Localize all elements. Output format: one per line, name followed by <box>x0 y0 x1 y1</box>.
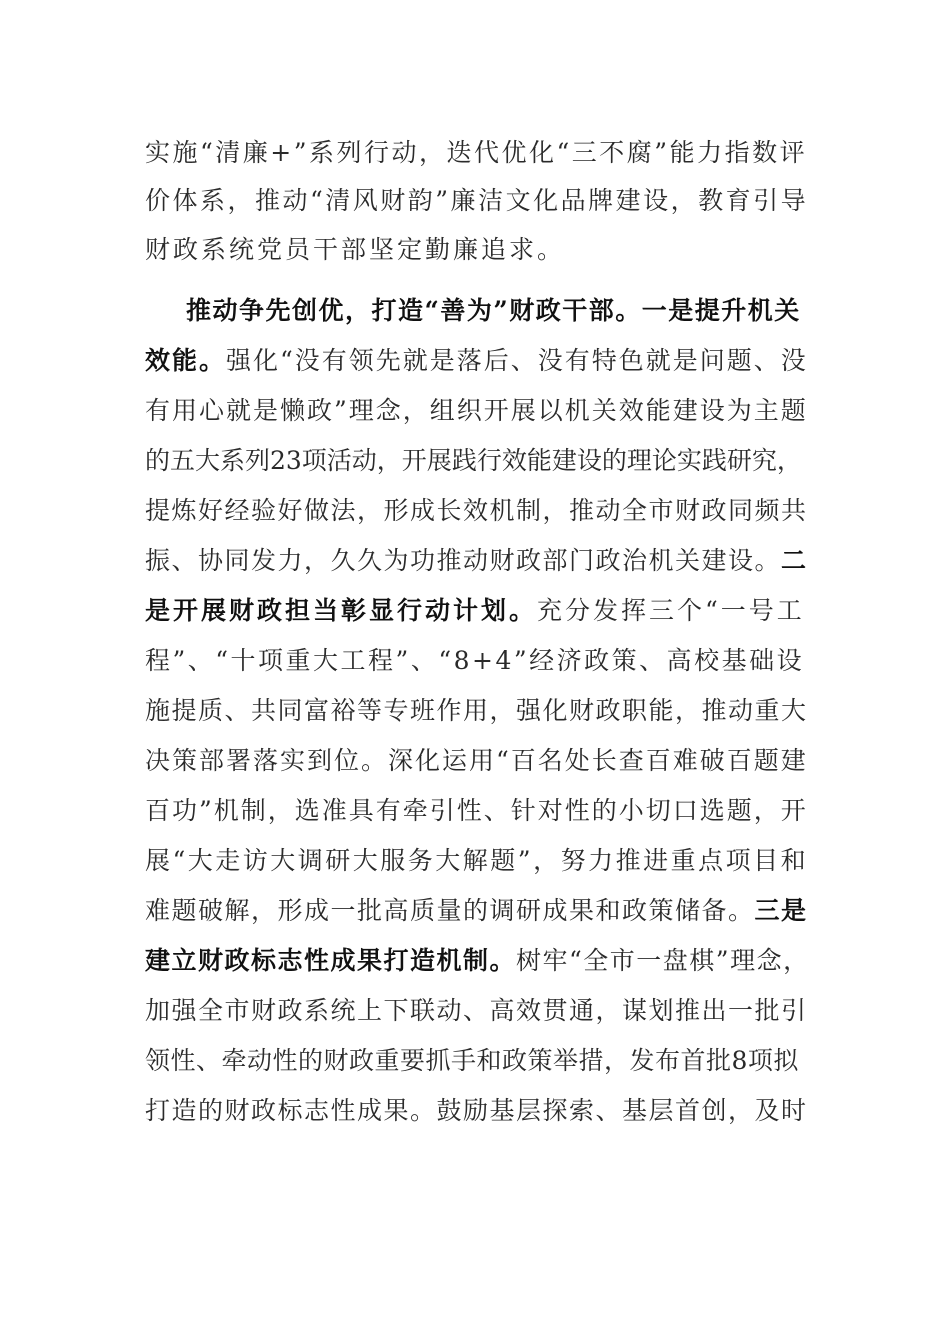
text-run: 强化“没有领先就是落后、没有特色就是问题、没 <box>226 346 808 375</box>
text-run: 打造的财政标志性成果。鼓励基层探索、基层首创，及时 <box>145 1096 808 1125</box>
text-run: 程”、“十项重大工程”、“8+4”经济政策、高校基础设 <box>145 646 805 675</box>
text-run: 有用心就是懒政”理念，组织开展以机关效能建设为主题 <box>145 396 808 425</box>
body-text-line <box>145 441 810 481</box>
body-text-line <box>145 230 810 270</box>
text-run: 决策部署落实到位。深化运用“百名处长查百难破百题建 <box>145 746 808 775</box>
body-text-line <box>145 541 810 581</box>
text-run: 价体系，推动“清风财韵”廉洁文化品牌建设，教育引导 <box>145 186 809 215</box>
body-text-line <box>145 591 810 631</box>
body-text-line <box>145 841 810 881</box>
body-text-line <box>186 291 810 331</box>
text-run: 振、协同发力，久久为功推动财政部门政治机关建设。 <box>145 546 782 575</box>
body-text-line <box>145 391 810 431</box>
text-run: 百功”机制，选准具有牵引性、针对性的小切口选题，开 <box>145 796 808 825</box>
bold-text-run: 建立财政标志性成果打造机制。 <box>145 946 517 975</box>
text-run: 提炼好经验好做法，形成长效机制，推动全市财政同频共 <box>145 496 808 525</box>
body-text-line <box>145 181 810 221</box>
body-text-line <box>145 791 810 831</box>
text-run: 加强全市财政系统上下联动、高效贯通，谋划推出一批引 <box>145 996 808 1025</box>
text-run: 施提质、共同富裕等专班作用，强化财政职能，推动重大 <box>145 696 808 725</box>
body-text-line <box>145 641 810 681</box>
text-run: 实施“清廉+”系列行动，迭代优化“三不腐”能力指数评 <box>145 138 808 167</box>
text-run: 充分发挥三个“一号工 <box>537 596 805 625</box>
bold-text-run: 是开展财政担当彰显行动计划。 <box>145 596 538 625</box>
bold-text-run: 三是 <box>754 896 808 925</box>
body-text-line <box>145 1091 810 1131</box>
bold-text-run: 推动争先创优，打造“善为”财政干部。一是提升机关 <box>186 296 801 325</box>
body-text-line <box>145 341 810 381</box>
text-run: 领性、牵动性的财政重要抓手和政策举措，发布首批8项拟 <box>145 1046 799 1075</box>
text-run: 展“大走访大调研大服务大解题”，努力推进重点项目和 <box>145 846 809 875</box>
bold-text-run: 二 <box>781 546 808 575</box>
body-text-line <box>145 741 810 781</box>
body-text-line <box>145 991 810 1031</box>
body-text-line <box>145 491 810 531</box>
text-run: 树牢“全市一盘棋”理念， <box>516 946 810 975</box>
text-run: 难题破解，形成一批高质量的调研成果和政策储备。 <box>145 896 755 925</box>
body-text-line <box>145 133 810 173</box>
body-text-line <box>145 1041 810 1081</box>
body-text-line <box>145 941 810 981</box>
bold-text-run: 效能。 <box>145 346 227 375</box>
body-text-line <box>145 891 810 931</box>
text-run: 的五大系列23项活动，开展践行效能建设的理论实践研究， <box>145 446 802 475</box>
text-run: 财政系统党员干部坚定勤廉追求。 <box>145 235 566 264</box>
body-text-line <box>145 691 810 731</box>
